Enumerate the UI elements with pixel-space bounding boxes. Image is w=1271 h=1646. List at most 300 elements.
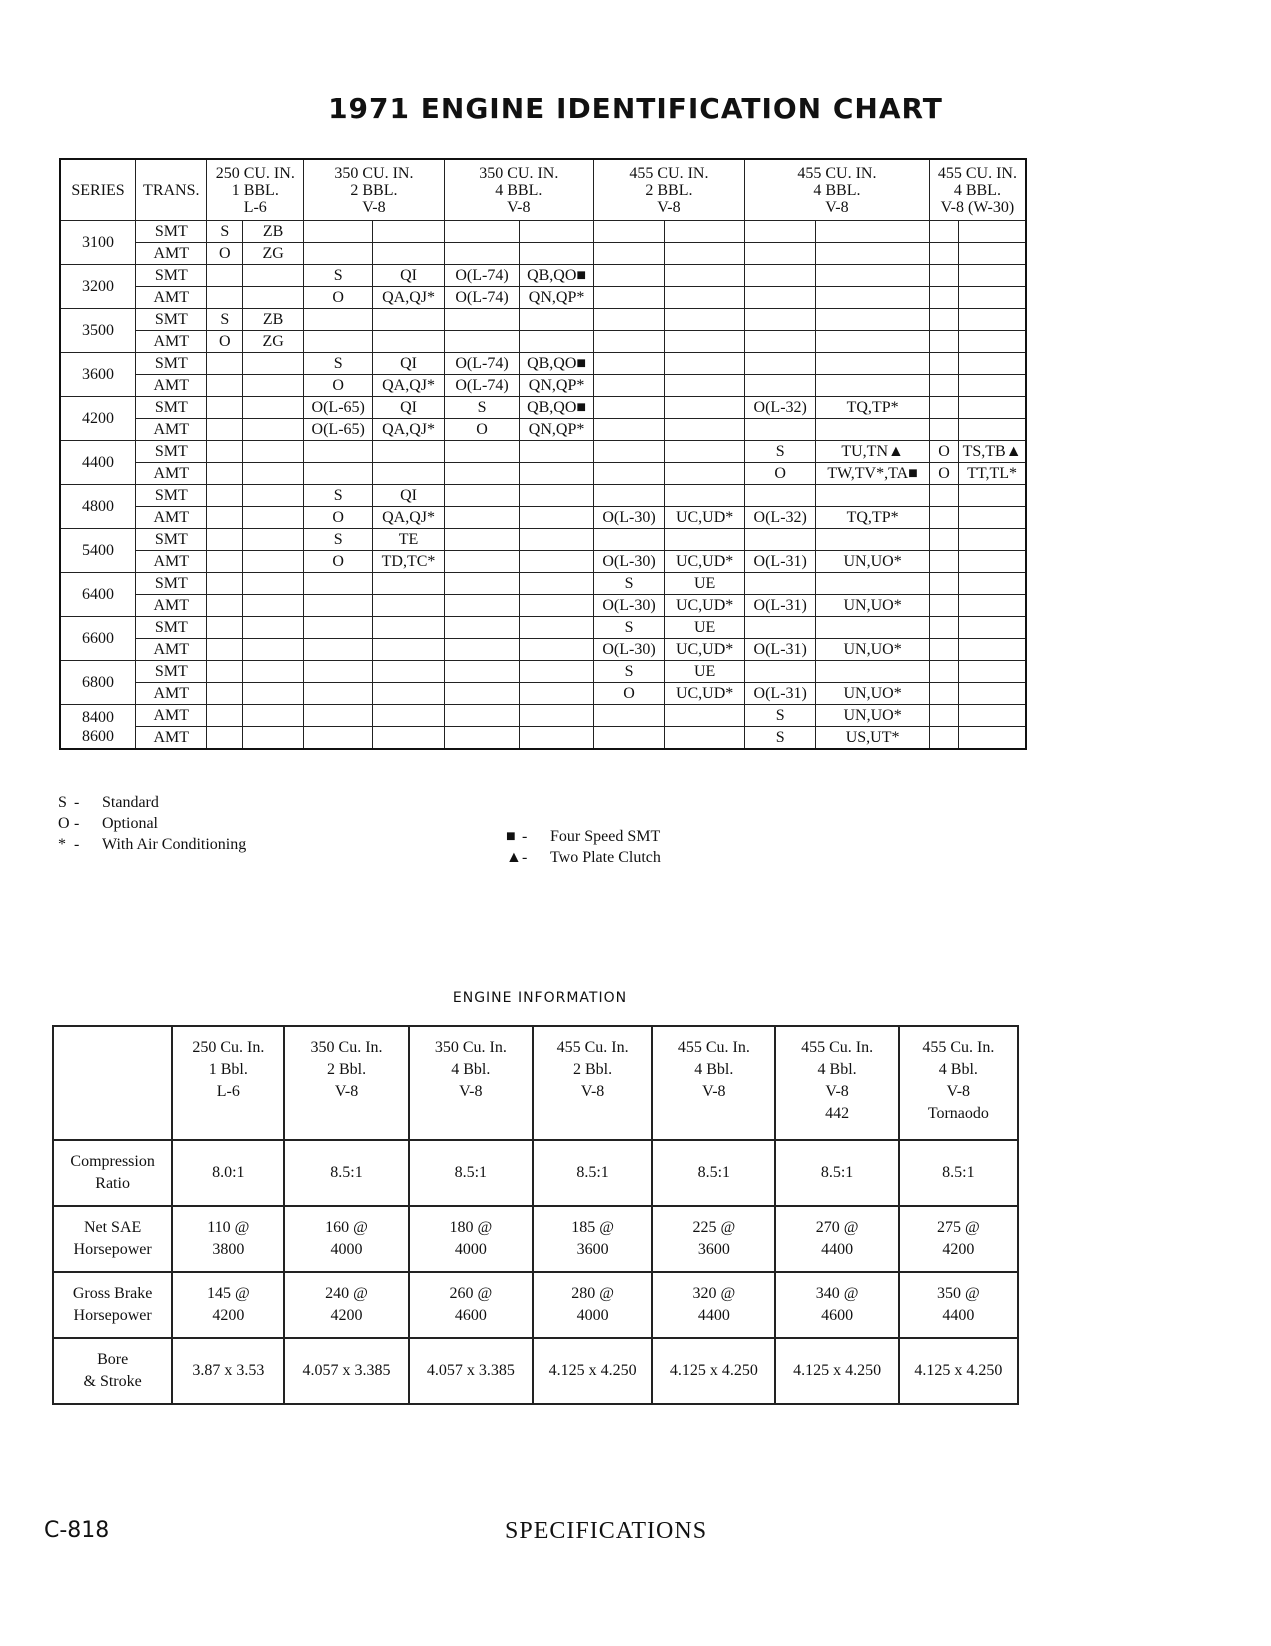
engine-code-cell — [520, 551, 594, 573]
engine-code-cell — [520, 221, 594, 243]
engine-code-cell: TU,TN▲ — [816, 441, 929, 463]
availability-cell — [304, 309, 373, 331]
table-row — [60, 573, 1026, 595]
trans-cell: SMT — [136, 309, 207, 331]
availability-cell — [593, 265, 664, 287]
table-row — [53, 1338, 1018, 1404]
availability-cell — [745, 375, 816, 397]
series-cell: 6800 — [60, 661, 136, 705]
engine-code-cell — [373, 573, 444, 595]
availability-cell — [444, 617, 520, 639]
engine-code-cell: UN,UO* — [816, 595, 929, 617]
availability-cell — [745, 221, 816, 243]
engine-code-cell — [243, 375, 304, 397]
availability-cell — [929, 551, 958, 573]
table-row — [60, 353, 1026, 375]
series-cell: 6600 — [60, 617, 136, 661]
trans-cell: SMT — [136, 265, 207, 287]
row-label: Gross Brake Horsepower — [53, 1272, 172, 1338]
availability-cell: S — [745, 441, 816, 463]
availability-cell — [593, 727, 664, 750]
engine-header: 350 CU. IN. 4 BBL. V-8 — [444, 159, 593, 221]
engine-code-cell — [665, 331, 745, 353]
table-row — [60, 617, 1026, 639]
spec-value-cell: 8.5:1 — [409, 1140, 533, 1206]
availability-cell — [593, 287, 664, 309]
engine-code-cell — [520, 243, 594, 265]
availability-cell — [745, 661, 816, 683]
spec-value-cell: 145 @ 4200 — [172, 1272, 284, 1338]
engine-header: 250 CU. IN. 1 BBL. L-6 — [207, 159, 304, 221]
engine-code-cell — [243, 507, 304, 529]
engine-code-cell — [520, 485, 594, 507]
spec-value-cell: 225 @ 3600 — [652, 1206, 775, 1272]
engine-code-cell — [665, 441, 745, 463]
spec-value-cell: 350 @ 4400 — [899, 1272, 1018, 1338]
engine-code-cell — [373, 639, 444, 661]
table-row — [60, 441, 1026, 463]
availability-cell: S — [304, 265, 373, 287]
availability-cell — [304, 727, 373, 750]
engine-code-cell — [959, 617, 1026, 639]
series-cell: 4200 — [60, 397, 136, 441]
engine-code-cell: TD,TC* — [373, 551, 444, 573]
engine-code-cell: QI — [373, 265, 444, 287]
engine-column-header: 350 Cu. In. 2 Bbl. V-8 — [284, 1026, 408, 1140]
engine-code-cell — [520, 727, 594, 750]
availability-cell — [444, 639, 520, 661]
engine-code-cell: TT,TL* — [959, 463, 1026, 485]
table-row — [60, 221, 1026, 243]
engine-code-cell — [243, 727, 304, 750]
spec-value-cell: 4.125 x 4.250 — [899, 1338, 1018, 1404]
engine-code-cell — [665, 221, 745, 243]
engine-code-cell — [816, 331, 929, 353]
spec-value-cell: 4.125 x 4.250 — [652, 1338, 775, 1404]
engine-code-cell — [816, 243, 929, 265]
availability-cell — [207, 265, 243, 287]
engine-code-cell — [520, 441, 594, 463]
availability-cell — [745, 529, 816, 551]
availability-cell — [304, 243, 373, 265]
engine-identification-table — [59, 158, 1027, 750]
engine-code-cell — [520, 507, 594, 529]
engine-code-cell — [959, 309, 1026, 331]
availability-cell — [593, 309, 664, 331]
availability-cell — [745, 617, 816, 639]
trans-cell: SMT — [136, 573, 207, 595]
engine-code-cell — [373, 441, 444, 463]
engine-code-cell: QA,QJ* — [373, 507, 444, 529]
engine-code-cell — [816, 485, 929, 507]
availability-cell: S — [304, 485, 373, 507]
engine-code-cell — [373, 661, 444, 683]
table-row — [60, 683, 1026, 705]
availability-cell — [593, 529, 664, 551]
engine-code-cell — [959, 705, 1026, 727]
availability-cell — [207, 529, 243, 551]
engine-code-cell: QI — [373, 397, 444, 419]
availability-cell: S — [745, 727, 816, 750]
availability-cell — [929, 529, 958, 551]
table-row — [60, 595, 1026, 617]
availability-cell — [207, 485, 243, 507]
series-label: 8400 — [82, 708, 115, 726]
availability-cell: S — [593, 573, 664, 595]
spec-value-cell: 8.0:1 — [172, 1140, 284, 1206]
availability-cell — [929, 639, 958, 661]
engine-code-cell — [520, 617, 594, 639]
engine-code-cell: UE — [665, 573, 745, 595]
engine-code-cell — [520, 639, 594, 661]
trans-cell: SMT — [136, 661, 207, 683]
availability-cell: O(L-74) — [444, 265, 520, 287]
engine-code-cell — [373, 463, 444, 485]
availability-cell — [444, 485, 520, 507]
engine-code-cell — [243, 661, 304, 683]
engine-code-cell: UC,UD* — [665, 551, 745, 573]
engine-code-cell — [959, 419, 1026, 441]
trans-cell: AMT — [136, 639, 207, 661]
trans-cell: AMT — [136, 419, 207, 441]
engine-code-cell — [373, 243, 444, 265]
engine-code-cell: TQ,TP* — [816, 397, 929, 419]
engine-code-cell — [665, 287, 745, 309]
spec-value-cell: 3.87 x 3.53 — [172, 1338, 284, 1404]
trans-header: TRANS. — [136, 159, 207, 221]
table-row — [60, 463, 1026, 485]
availability-cell — [207, 287, 243, 309]
engine-code-cell: QB,QO■ — [520, 397, 594, 419]
availability-cell — [207, 507, 243, 529]
engine-code-cell — [665, 419, 745, 441]
engine-code-cell — [665, 705, 745, 727]
engine-code-cell — [816, 419, 929, 441]
availability-cell — [304, 617, 373, 639]
table-row — [60, 243, 1026, 265]
series-cell: 4400 — [60, 441, 136, 485]
spec-value-cell: 260 @ 4600 — [409, 1272, 533, 1338]
spec-value-cell: 280 @ 4000 — [533, 1272, 652, 1338]
availability-cell — [929, 419, 958, 441]
trans-cell: SMT — [136, 397, 207, 419]
row-label: Compression Ratio — [53, 1140, 172, 1206]
engine-code-cell: UC,UD* — [665, 639, 745, 661]
engine-code-cell — [959, 331, 1026, 353]
availability-cell: O(L-30) — [593, 507, 664, 529]
availability-cell — [745, 309, 816, 331]
table-row — [60, 419, 1026, 441]
empty-header-cell — [53, 1026, 172, 1140]
engine-header: 350 CU. IN. 2 BBL. V-8 — [304, 159, 445, 221]
engine-code-cell — [373, 309, 444, 331]
engine-code-cell — [243, 419, 304, 441]
availability-cell — [745, 485, 816, 507]
engine-code-cell — [959, 639, 1026, 661]
availability-cell — [444, 661, 520, 683]
engine-code-cell — [959, 661, 1026, 683]
engine-column-header: 250 Cu. In. 1 Bbl. L-6 — [172, 1026, 284, 1140]
engine-code-cell: TE — [373, 529, 444, 551]
engine-code-cell — [373, 705, 444, 727]
availability-cell: O(L-74) — [444, 375, 520, 397]
engine-code-cell — [665, 243, 745, 265]
availability-cell — [444, 331, 520, 353]
spec-value-cell: 320 @ 4400 — [652, 1272, 775, 1338]
engine-code-cell — [665, 353, 745, 375]
trans-cell: SMT — [136, 353, 207, 375]
trans-cell: AMT — [136, 683, 207, 705]
engine-code-cell — [520, 463, 594, 485]
availability-cell — [444, 705, 520, 727]
table-row — [60, 639, 1026, 661]
availability-cell: O(L-74) — [444, 287, 520, 309]
spec-value-cell: 185 @ 3600 — [533, 1206, 652, 1272]
availability-cell: O(L-32) — [745, 397, 816, 419]
engine-code-cell — [959, 221, 1026, 243]
availability-cell: O(L-30) — [593, 551, 664, 573]
engine-code-cell — [816, 529, 929, 551]
availability-cell — [929, 353, 958, 375]
availability-cell — [207, 463, 243, 485]
table-row — [60, 485, 1026, 507]
series-cell: 3100 — [60, 221, 136, 265]
engine-code-cell — [665, 375, 745, 397]
table-row — [60, 309, 1026, 331]
availability-cell: O(L-65) — [304, 397, 373, 419]
engine-code-cell — [959, 573, 1026, 595]
table-row — [60, 287, 1026, 309]
legend-item: ▲- Two Plate Clutch — [506, 849, 661, 866]
engine-code-cell — [816, 661, 929, 683]
engine-code-cell: QB,QO■ — [520, 353, 594, 375]
engine-code-cell: UN,UO* — [816, 683, 929, 705]
series-cell: 6400 — [60, 573, 136, 617]
engine-code-cell: QI — [373, 485, 444, 507]
table-row — [60, 727, 1026, 750]
availability-cell — [929, 309, 958, 331]
series-label: 8600 — [82, 727, 115, 745]
engine-information-title: ENGINE INFORMATION — [452, 990, 628, 1006]
spec-value-cell: 275 @ 4200 — [899, 1206, 1018, 1272]
engine-code-cell: ZG — [243, 331, 304, 353]
table-row — [60, 375, 1026, 397]
series-header: SERIES — [60, 159, 136, 221]
engine-code-cell — [816, 375, 929, 397]
engine-code-cell — [243, 485, 304, 507]
engine-column-header: 455 Cu. In. 4 Bbl. V-8 442 — [775, 1026, 898, 1140]
availability-cell: O — [207, 243, 243, 265]
availability-cell: S — [593, 661, 664, 683]
availability-cell — [304, 683, 373, 705]
trans-cell: AMT — [136, 287, 207, 309]
availability-cell: S — [304, 353, 373, 375]
legend-left — [58, 792, 246, 855]
row-label: Net SAE Horsepower — [53, 1206, 172, 1272]
engine-code-cell — [373, 727, 444, 750]
engine-code-cell — [959, 265, 1026, 287]
availability-cell — [929, 617, 958, 639]
availability-cell — [593, 375, 664, 397]
info-header-row — [53, 1026, 1018, 1140]
spec-value-cell: 110 @ 3800 — [172, 1206, 284, 1272]
engine-code-cell — [959, 551, 1026, 573]
engine-code-cell: ZB — [243, 221, 304, 243]
availability-cell — [304, 573, 373, 595]
engine-code-cell — [665, 309, 745, 331]
availability-cell — [745, 265, 816, 287]
trans-cell: AMT — [136, 507, 207, 529]
engine-code-cell — [665, 485, 745, 507]
engine-code-cell — [520, 529, 594, 551]
engine-code-cell — [373, 221, 444, 243]
engine-code-cell: QA,QJ* — [373, 287, 444, 309]
availability-cell — [207, 573, 243, 595]
availability-cell — [207, 705, 243, 727]
engine-code-cell — [243, 595, 304, 617]
series-cell — [60, 705, 136, 750]
availability-cell: O — [745, 463, 816, 485]
spec-value-cell: 270 @ 4400 — [775, 1206, 898, 1272]
spec-value-cell: 4.125 x 4.250 — [775, 1338, 898, 1404]
engine-code-cell — [243, 573, 304, 595]
availability-cell — [444, 507, 520, 529]
engine-code-cell — [520, 595, 594, 617]
engine-code-cell — [959, 353, 1026, 375]
availability-cell — [207, 441, 243, 463]
availability-cell — [304, 705, 373, 727]
spec-value-cell: 4.057 x 3.385 — [284, 1338, 408, 1404]
trans-cell: SMT — [136, 529, 207, 551]
availability-cell — [207, 375, 243, 397]
engine-column-header: 455 Cu. In. 4 Bbl. V-8 Tornaodo — [899, 1026, 1018, 1140]
series-cell: 5400 — [60, 529, 136, 573]
legend-item: * - With Air Conditioning — [58, 836, 247, 853]
engine-code-cell — [373, 595, 444, 617]
series-cell: 3200 — [60, 265, 136, 309]
availability-cell — [207, 419, 243, 441]
table-row — [60, 397, 1026, 419]
availability-cell — [444, 551, 520, 573]
engine-code-cell: UN,UO* — [816, 639, 929, 661]
table-row — [60, 265, 1026, 287]
availability-cell — [745, 419, 816, 441]
engine-code-cell: QI — [373, 353, 444, 375]
engine-header: 455 CU. IN. 4 BBL. V-8 (W-30) — [929, 159, 1026, 221]
row-label: Bore & Stroke — [53, 1338, 172, 1404]
spec-value-cell: 180 @ 4000 — [409, 1206, 533, 1272]
availability-cell: O(L-30) — [593, 639, 664, 661]
availability-cell — [444, 573, 520, 595]
engine-code-cell — [243, 463, 304, 485]
engine-code-cell — [243, 683, 304, 705]
availability-cell — [593, 243, 664, 265]
engine-code-cell — [665, 265, 745, 287]
engine-code-cell — [665, 529, 745, 551]
engine-code-cell — [959, 529, 1026, 551]
engine-code-cell — [959, 397, 1026, 419]
table-row — [53, 1272, 1018, 1338]
trans-cell: SMT — [136, 485, 207, 507]
trans-cell: AMT — [136, 595, 207, 617]
availability-cell — [593, 485, 664, 507]
engine-code-cell: QN,QP* — [520, 375, 594, 397]
availability-cell: O — [929, 441, 958, 463]
engine-header: 455 CU. IN. 2 BBL. V-8 — [593, 159, 744, 221]
series-cell: 3500 — [60, 309, 136, 353]
spec-value-cell: 240 @ 4200 — [284, 1272, 408, 1338]
availability-cell: O(L-31) — [745, 639, 816, 661]
availability-cell — [207, 617, 243, 639]
availability-cell — [745, 573, 816, 595]
engine-code-cell — [520, 683, 594, 705]
trans-cell: AMT — [136, 463, 207, 485]
availability-cell — [304, 661, 373, 683]
availability-cell: S — [304, 529, 373, 551]
spec-value-cell: 8.5:1 — [652, 1140, 775, 1206]
availability-cell: O(L-65) — [304, 419, 373, 441]
availability-cell — [745, 243, 816, 265]
availability-cell: S — [593, 617, 664, 639]
engine-header: 455 CU. IN. 4 BBL. V-8 — [745, 159, 930, 221]
availability-cell — [304, 595, 373, 617]
legend-item: O - Optional — [58, 815, 158, 832]
availability-cell — [929, 243, 958, 265]
engine-code-cell — [520, 573, 594, 595]
engine-code-cell — [243, 529, 304, 551]
availability-cell — [745, 287, 816, 309]
engine-code-cell — [816, 265, 929, 287]
trans-cell: SMT — [136, 221, 207, 243]
availability-cell — [304, 463, 373, 485]
availability-cell — [444, 727, 520, 750]
engine-code-cell — [243, 287, 304, 309]
availability-cell — [593, 331, 664, 353]
availability-cell — [207, 595, 243, 617]
availability-cell — [207, 551, 243, 573]
engine-code-cell — [816, 221, 929, 243]
legend-item: ■ - Four Speed SMT — [506, 828, 661, 845]
engine-code-cell — [959, 243, 1026, 265]
availability-cell — [207, 353, 243, 375]
table-row — [53, 1140, 1018, 1206]
engine-code-cell — [243, 551, 304, 573]
availability-cell: O(L-74) — [444, 353, 520, 375]
engine-code-cell — [243, 705, 304, 727]
availability-cell: O(L-30) — [593, 595, 664, 617]
availability-cell: S — [207, 309, 243, 331]
engine-code-cell: UN,UO* — [816, 551, 929, 573]
engine-code-cell — [959, 485, 1026, 507]
engine-code-cell — [959, 287, 1026, 309]
trans-cell: AMT — [136, 551, 207, 573]
engine-code-cell — [520, 309, 594, 331]
engine-code-cell — [959, 507, 1026, 529]
spec-value-cell: 8.5:1 — [775, 1140, 898, 1206]
engine-code-cell: UE — [665, 661, 745, 683]
availability-cell: O — [304, 551, 373, 573]
availability-cell — [444, 243, 520, 265]
page-title: 1971 ENGINE IDENTIFICATION CHART — [328, 92, 943, 125]
engine-code-cell — [816, 353, 929, 375]
availability-cell — [929, 221, 958, 243]
table-row — [60, 507, 1026, 529]
availability-cell — [929, 287, 958, 309]
availability-cell: O — [304, 375, 373, 397]
engine-column-header: 455 Cu. In. 2 Bbl. V-8 — [533, 1026, 652, 1140]
series-cell: 4800 — [60, 485, 136, 529]
engine-code-cell — [243, 617, 304, 639]
